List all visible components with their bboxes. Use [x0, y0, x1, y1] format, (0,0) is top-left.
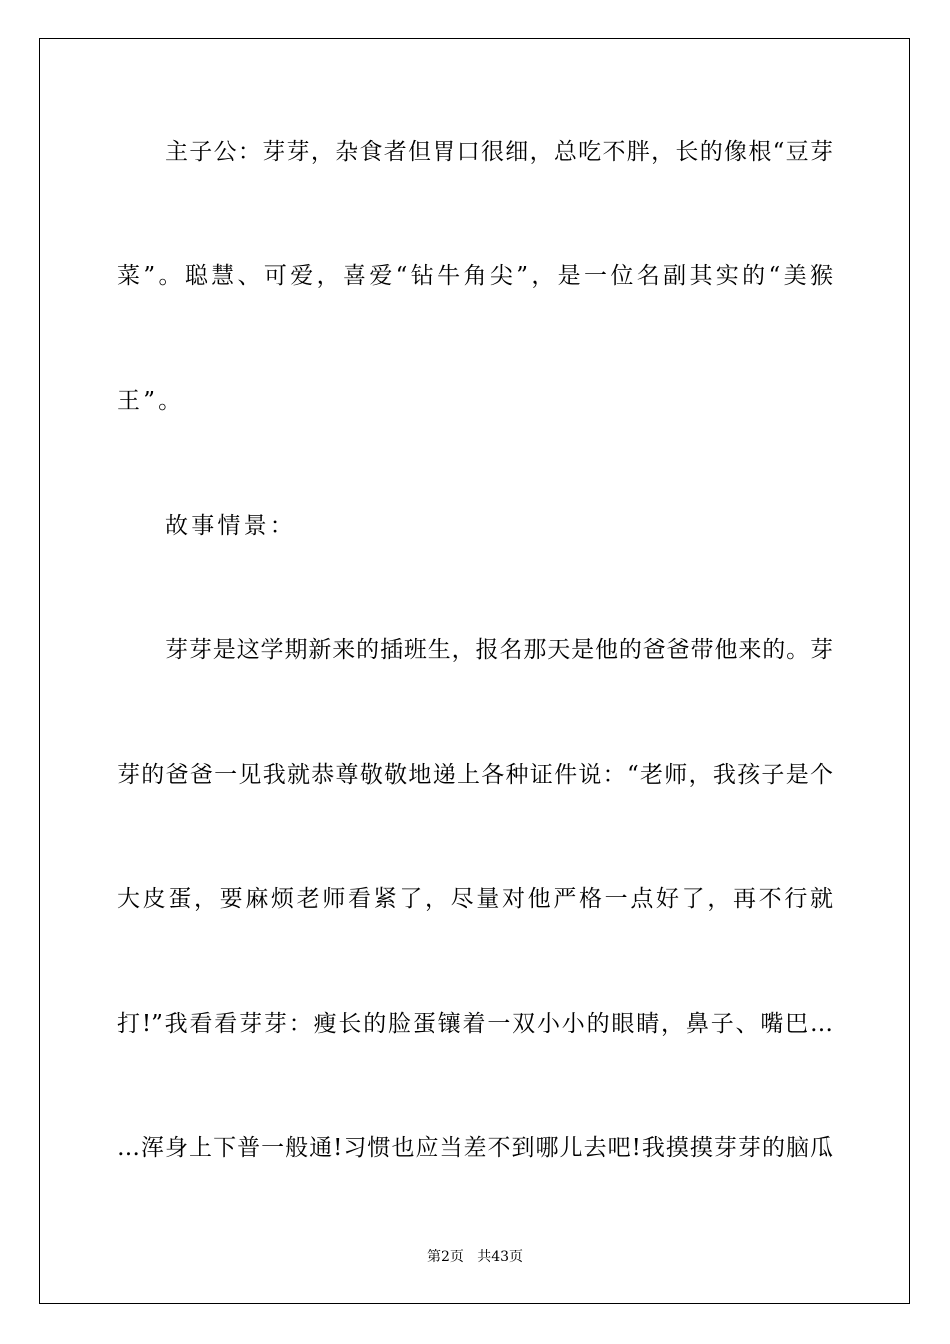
page-border	[39, 38, 910, 1304]
paragraph-line-6: 芽的爸爸一见我就恭尊敬敬地递上各种证件说：“老师，我孩子是个	[117, 762, 833, 788]
paragraph-line-9: …浑身上下普一般通!习惯也应当差不到哪儿去吧!我摸摸芽芽的脑瓜	[117, 1135, 833, 1161]
paragraph-line-7: 大皮蛋，要麻烦老师看紧了，尽量对他严格一点好了，再不行就	[117, 886, 833, 912]
paragraph-line-8: 打!”我看看芽芽：瘦长的脸蛋镶着一双小小的眼睛，鼻子、嘴巴…	[117, 1011, 833, 1037]
paragraph-line-1: 主子公：芽芽，杂食者但胃口很细，总吃不胖，长的像根“豆芽	[165, 139, 833, 165]
paragraph-line-5: 芽芽是这学期新来的插班生，报名那天是他的爸爸带他来的。芽	[165, 637, 833, 663]
paragraph-line-3: 王”。	[117, 388, 185, 414]
page-number-footer: 第2页 共43页	[426, 1249, 524, 1265]
paragraph-line-2: 菜”。聪慧、可爱，喜爱“钻牛角尖”，是一位名副其实的“美猴	[117, 263, 833, 289]
section-heading: 故事情景：	[165, 513, 296, 539]
